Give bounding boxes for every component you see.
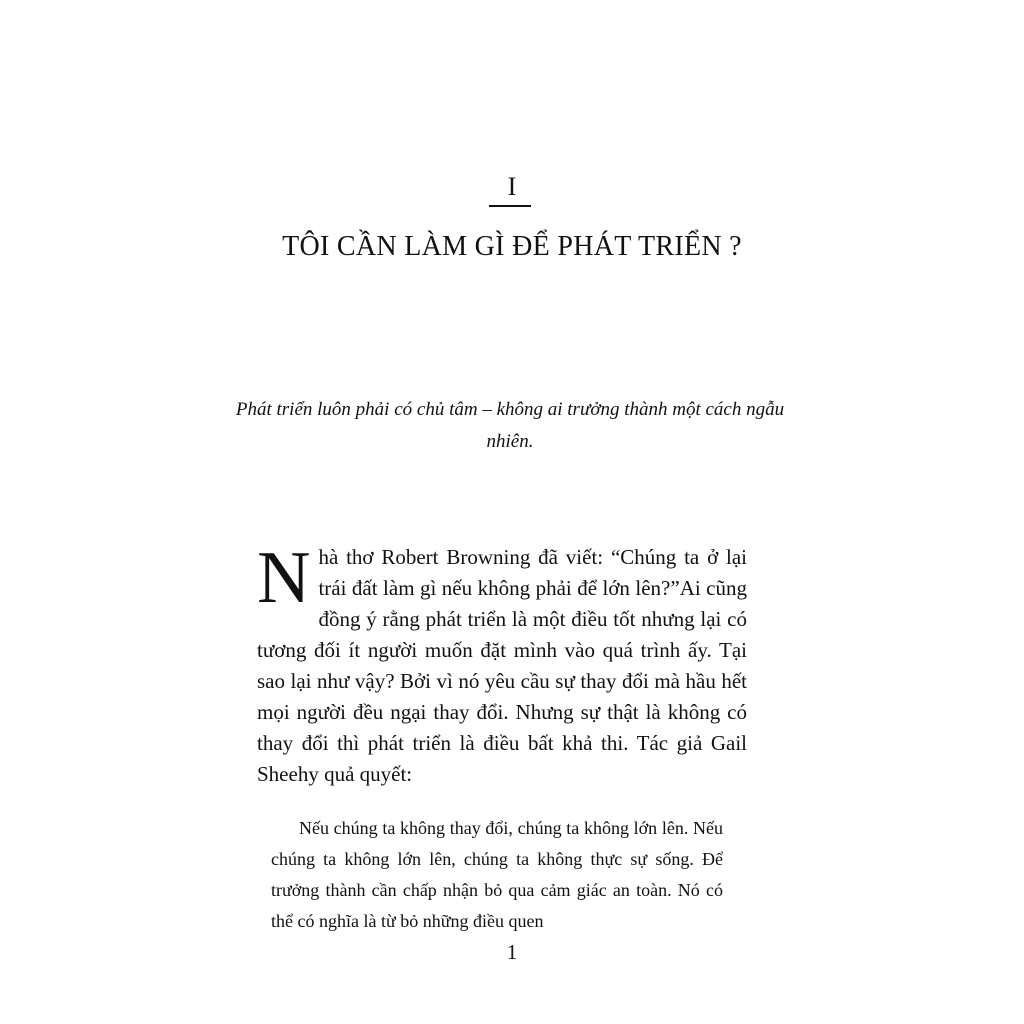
drop-cap: N xyxy=(257,537,311,619)
chapter-title: TÔI CẦN LÀM GÌ ĐỂ PHÁT TRIỂN ? xyxy=(282,231,742,262)
chapter-divider xyxy=(489,205,531,207)
body-paragraph xyxy=(257,537,747,790)
block-quote: Nếu chúng ta không thay đổi, chúng ta không lớn lên. Nếu chúng ta không lớn lên, chúng ta không thực sự sống. Để trưởng thành cần chấp nhận bỏ qua cảm giác an toàn. Nó có thể có nghĩa là từ bỏ những điều quen xyxy=(271,818,723,931)
body-paragraph-text: hà thơ Robert Browning đã viết: “Chúng ta ở lại trái đất làm gì nếu không phải để lớn lên?”Ai cũng đồng ý rằng phát triển là một điều tốt nhưng lại có tương đối ít người muốn đặt mình vào quá trình ấy. Tại sao lại như vậy? Bởi vì nó yêu cầu sự thay đổi mà hầu hết mọi người đều ngại thay đổi. Nhưng sự thật là không có thay đổi thì phát triển là điều bất khả thi. Tác giả Gail Sheehy quả quyết: xyxy=(257,545,747,786)
epigraph: Phát triển luôn phải có chủ tâm – không ai trưởng thành một cách ngẫu nhiên. xyxy=(235,399,785,452)
chapter-number: I xyxy=(507,172,517,201)
page-number: 1 xyxy=(506,940,518,964)
